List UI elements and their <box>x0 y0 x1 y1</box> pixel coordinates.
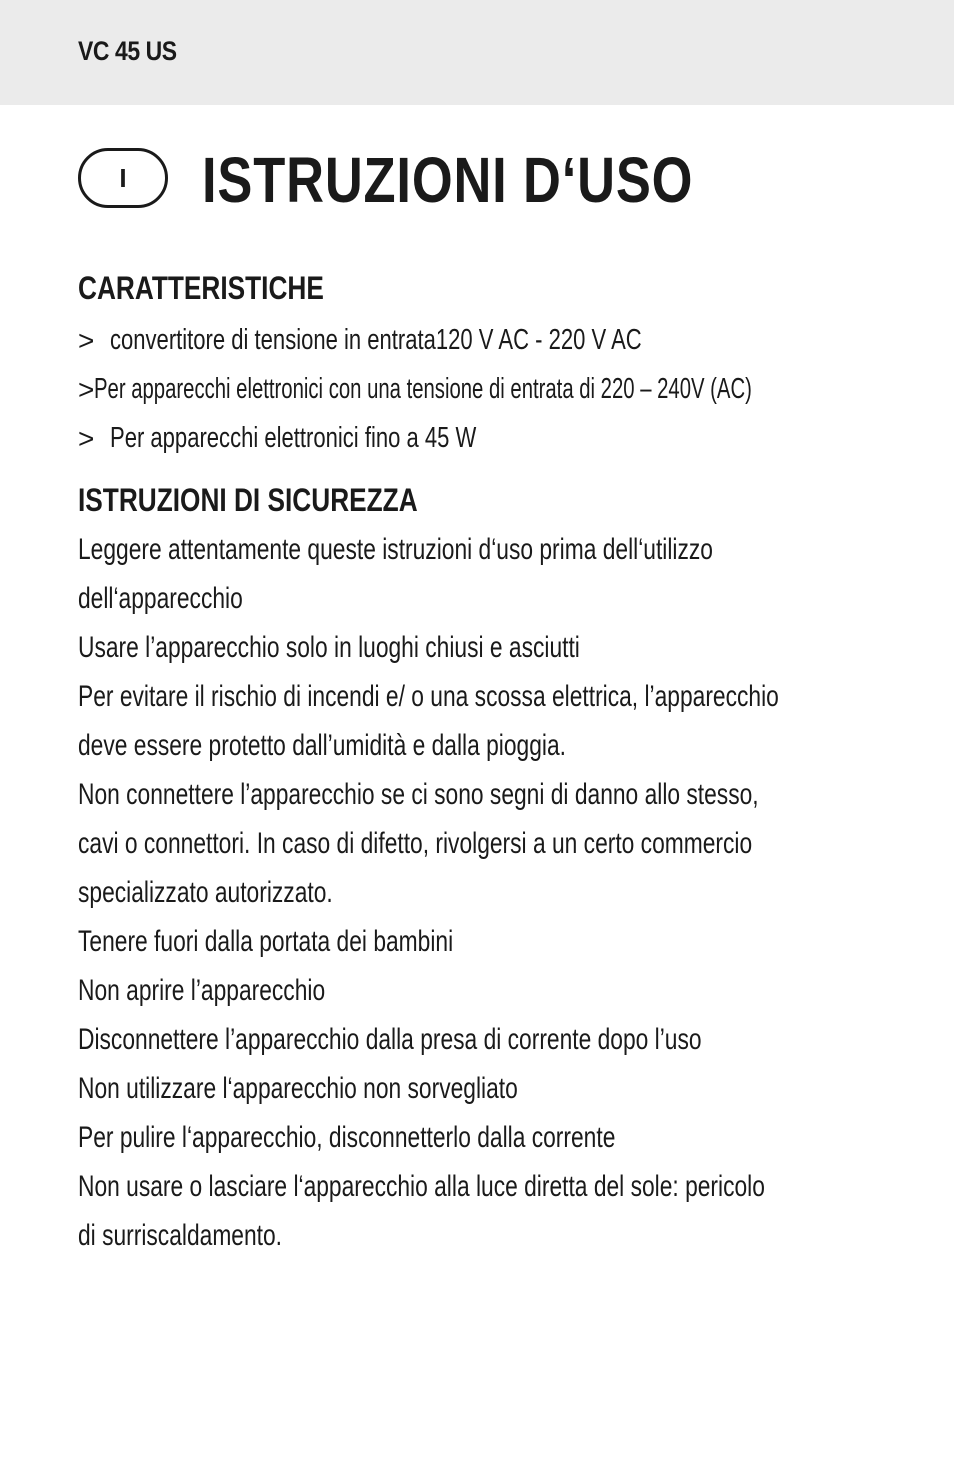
safety-line: Usare l’apparecchio solo in luoghi chiusi e asciutti <box>78 631 580 664</box>
safety-line: Non utilizzare l‘apparecchio non sorvegliato <box>78 1072 518 1105</box>
language-badge <box>78 148 168 208</box>
list-item <box>78 316 898 365</box>
safety-line: deve essere protetto dall’umidità e dalla pioggia. <box>78 729 566 762</box>
page-title: ISTRUZIONI D‘USO <box>202 144 694 216</box>
list-item <box>78 365 898 414</box>
safety-line: Disconnettere l’apparecchio dalla presa di corrente dopo l’uso <box>78 1023 702 1056</box>
safety-line: Per pulire l‘apparecchio, disconnetterlo dalla corrente <box>78 1121 616 1154</box>
safety-line: di surriscaldamento. <box>78 1219 283 1252</box>
safety-line: Per evitare il rischio di incendi e/ o una scossa elettrica, l’apparecchio <box>78 680 779 713</box>
features-list <box>78 316 898 463</box>
model-number: VC 45 US <box>78 36 177 66</box>
safety-line: Non connettere l’apparecchio se ci sono segni di danno allo stesso, <box>78 778 759 811</box>
bullet-marker: > <box>78 374 95 405</box>
safety-heading: ISTRUZIONI DI SICUREZZA <box>78 482 418 518</box>
safety-line: specializzato autorizzato. <box>78 876 333 909</box>
language-badge-letter: I <box>119 162 127 193</box>
feature-text: convertitore di tensione in entrata120 V AC - 220 V AC <box>110 324 642 356</box>
bullet-marker: > <box>78 325 95 356</box>
header-band <box>0 0 954 105</box>
list-item <box>78 414 898 463</box>
safety-instructions <box>78 525 878 1260</box>
bullet-marker: > <box>78 423 95 454</box>
safety-line: cavi o connettori. In caso di difetto, rivolgersi a un certo commercio <box>78 827 753 860</box>
safety-line: Non usare o lasciare l‘apparecchio alla luce diretta del sole: pericolo <box>78 1170 765 1203</box>
features-heading: CARATTERISTICHE <box>78 270 324 306</box>
feature-text: Per apparecchi elettronici con una tensione di entrata di 220 – 240V (AC) <box>94 373 753 405</box>
safety-line: Tenere fuori dalla portata dei bambini <box>78 925 454 958</box>
safety-line: dell‘apparecchio <box>78 582 243 615</box>
safety-line: Leggere attentamente queste istruzioni d‘uso prima dell‘utilizzo <box>78 533 713 566</box>
feature-text: Per apparecchi elettronici fino a 45 W <box>110 422 477 454</box>
safety-line: Non aprire l’apparecchio <box>78 974 326 1007</box>
